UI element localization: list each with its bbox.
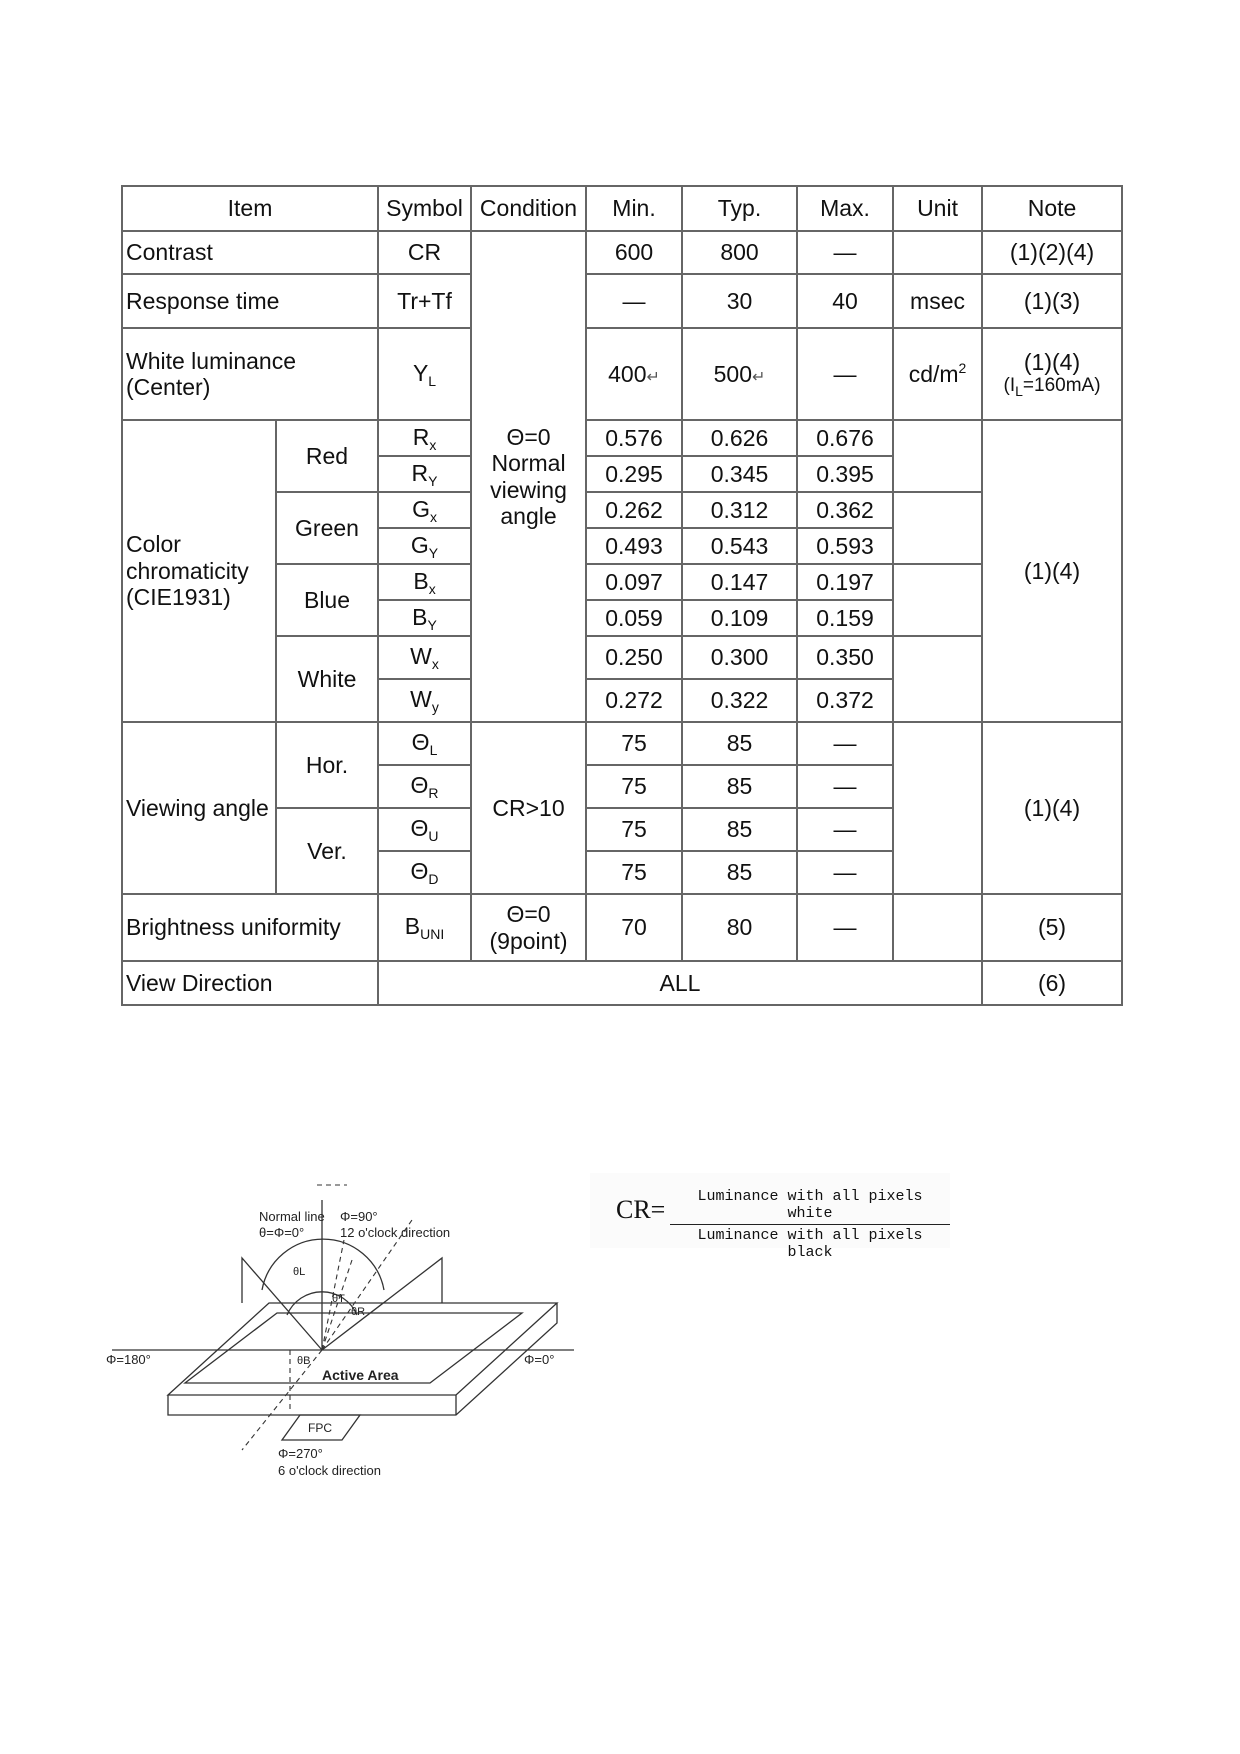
- phi90-label: Φ=90°: [340, 1209, 378, 1224]
- chroma-symbol: $R_x$: [378, 420, 471, 456]
- brightness-symbol: $B_{UNI}$: [378, 894, 471, 961]
- normal-line-label: Normal line: [259, 1209, 325, 1224]
- contrast-max: —: [797, 231, 893, 274]
- contrast-min: 600: [586, 231, 682, 274]
- theta-t-label: θT: [332, 1293, 345, 1305]
- luminance-unit: $cd/m^2$: [893, 328, 982, 420]
- viewing-max: —: [797, 722, 893, 765]
- viewing-symbol: $\Theta_U$: [378, 808, 471, 851]
- chroma-group-blue: Blue: [276, 564, 378, 636]
- chroma-typ: 0.312: [682, 492, 797, 528]
- chroma-group-red: Red: [276, 420, 378, 492]
- theta-b-label: θB: [297, 1355, 311, 1367]
- viewing-note: (1)(4): [982, 722, 1122, 894]
- chroma-max: 0.372: [797, 679, 893, 722]
- fpc-label: FPC: [308, 1421, 332, 1435]
- brightness-typ: 80: [682, 894, 797, 961]
- viewing-typ: 85: [682, 765, 797, 808]
- viewing-symbol: $\Theta_R$: [378, 765, 471, 808]
- viewing-group-hor: Hor.: [276, 722, 378, 808]
- brightness-item: Brightness uniformity: [122, 894, 378, 961]
- viewing-row: [122, 722, 1122, 765]
- response-typ: 30: [682, 274, 797, 328]
- header-condition: Condition: [471, 186, 586, 231]
- chroma-max: 0.676: [797, 420, 893, 456]
- viewing-max: —: [797, 765, 893, 808]
- theta-l-label: θL: [293, 1266, 306, 1278]
- viewing-group-ver: Ver.: [276, 808, 378, 894]
- viewing-typ: 85: [682, 722, 797, 765]
- chroma-typ: 0.322: [682, 679, 797, 722]
- phi270-label: Φ=270°: [278, 1446, 323, 1461]
- header-item: Item: [122, 186, 378, 231]
- phi0-label: Φ=0°: [524, 1352, 555, 1367]
- fraction-bar: [670, 1224, 950, 1225]
- direction-row: [122, 961, 1122, 1005]
- contrast-item: Contrast: [122, 231, 378, 274]
- chroma-symbol: $B_x$: [378, 564, 471, 600]
- viewing-typ: 85: [682, 851, 797, 894]
- header-note: Note: [982, 186, 1122, 231]
- luminance-row: [122, 328, 1122, 420]
- contrast-note: (1)(2)(4): [982, 231, 1122, 274]
- chroma-min: 0.576: [586, 420, 682, 456]
- chroma-symbol: $G_x$: [378, 492, 471, 528]
- viewing-min: 75: [586, 851, 682, 894]
- brightness-unit: [893, 894, 982, 961]
- contrast-row: [122, 231, 1122, 274]
- luminance-max: —: [797, 328, 893, 420]
- header-unit: Unit: [893, 186, 982, 231]
- viewing-max: —: [797, 808, 893, 851]
- chroma-min: 0.272: [586, 679, 682, 722]
- viewing-min: 75: [586, 765, 682, 808]
- formula-numerator: Luminance with all pixels white: [697, 1188, 923, 1222]
- chroma-typ: 0.543: [682, 528, 797, 564]
- response-row: [122, 274, 1122, 328]
- optical-spec-table: [121, 185, 1123, 1006]
- formula-lhs: CR=: [616, 1195, 666, 1224]
- response-item: Response time: [122, 274, 378, 328]
- viewing-min: 75: [586, 808, 682, 851]
- viewing-min: 75: [586, 722, 682, 765]
- chroma-unit: [893, 564, 982, 636]
- chroma-symbol: $B_Y$: [378, 600, 471, 636]
- header-max: Max.: [797, 186, 893, 231]
- chroma-max: 0.593: [797, 528, 893, 564]
- chroma-group-green: Green: [276, 492, 378, 564]
- chroma-max: 0.362: [797, 492, 893, 528]
- chroma-symbol: $W_y$: [378, 679, 471, 722]
- dir6-label: 6 o'clock direction: [278, 1463, 381, 1478]
- response-note: (1)(3): [982, 274, 1122, 328]
- chroma-max: 0.159: [797, 600, 893, 636]
- chroma-min: 0.262: [586, 492, 682, 528]
- chroma-group-white: White: [276, 636, 378, 722]
- viewing-symbol: $\Theta_L$: [378, 722, 471, 765]
- chroma-typ: 0.300: [682, 636, 797, 679]
- active-area-label: Active Area: [322, 1367, 399, 1383]
- condition-normal-viewing: Θ=0 Normal viewing angle: [471, 231, 586, 722]
- formula-denominator: Luminance with all pixels black: [697, 1227, 923, 1261]
- direction-item: View Direction: [122, 961, 378, 1005]
- phi180-label: Φ=180°: [106, 1352, 151, 1367]
- chroma-unit: [893, 492, 982, 564]
- luminance-typ: 500↵: [682, 328, 797, 420]
- chroma-unit: [893, 420, 982, 492]
- contrast-ratio-formula: [590, 1173, 950, 1261]
- contrast-typ: 800: [682, 231, 797, 274]
- brightness-note: (5): [982, 894, 1122, 961]
- viewing-symbol: $\Theta_D$: [378, 851, 471, 894]
- luminance-note: (1)(4) $(I_L=160mA)$: [982, 328, 1122, 420]
- formula-fraction: [670, 1188, 950, 1261]
- dir12-label: 12 o'clock direction: [340, 1225, 451, 1240]
- luminance-min: 400↵: [586, 328, 682, 420]
- chroma-min: 0.097: [586, 564, 682, 600]
- chroma-typ: 0.626: [682, 420, 797, 456]
- luminance-item: White luminance (Center): [122, 328, 378, 420]
- brightness-max: —: [797, 894, 893, 961]
- chroma-max: 0.197: [797, 564, 893, 600]
- header-symbol: Symbol: [378, 186, 471, 231]
- panel-thickness: [168, 1303, 557, 1415]
- theta-phi-label: θ=Φ=0°: [259, 1225, 305, 1240]
- chroma-symbol: $R_Y$: [378, 456, 471, 492]
- luminance-symbol: $Y_L$: [378, 328, 471, 420]
- chroma-min: 0.059: [586, 600, 682, 636]
- contrast-unit: [893, 231, 982, 274]
- brightness-condition: Θ=0 (9point): [471, 894, 586, 961]
- chroma-item: Color chromaticity (CIE1931): [122, 420, 276, 722]
- chroma-max: 0.350: [797, 636, 893, 679]
- chroma-min: 0.250: [586, 636, 682, 679]
- contrast-symbol: CR: [378, 231, 471, 274]
- viewing-angle-diagram: [106, 1150, 582, 1480]
- response-min: —: [586, 274, 682, 328]
- viewing-condition: CR>10: [471, 722, 586, 894]
- header-min: Min.: [586, 186, 682, 231]
- response-unit: msec: [893, 274, 982, 328]
- viewing-unit: [893, 722, 982, 894]
- brightness-min: 70: [586, 894, 682, 961]
- header-typ: Typ.: [682, 186, 797, 231]
- chroma-unit: [893, 636, 982, 722]
- chroma-symbol: $W_x$: [378, 636, 471, 679]
- response-symbol: Tr+Tf: [378, 274, 471, 328]
- viewing-item: Viewing angle: [122, 722, 276, 894]
- chroma-typ: 0.147: [682, 564, 797, 600]
- chroma-max: 0.395: [797, 456, 893, 492]
- response-max: 40: [797, 274, 893, 328]
- direction-value: ALL: [378, 961, 982, 1005]
- viewing-typ: 85: [682, 808, 797, 851]
- viewing-max: —: [797, 851, 893, 894]
- chroma-typ: 0.345: [682, 456, 797, 492]
- chroma-min: 0.295: [586, 456, 682, 492]
- header-row: [122, 186, 1122, 231]
- theta-arc: [262, 1239, 384, 1290]
- theta-r-label: θR: [351, 1306, 366, 1318]
- chroma-typ: 0.109: [682, 600, 797, 636]
- chroma-symbol: $G_Y$: [378, 528, 471, 564]
- chroma-note: (1)(4): [982, 420, 1122, 722]
- chroma-row: [122, 420, 1122, 456]
- chroma-min: 0.493: [586, 528, 682, 564]
- direction-note: (6): [982, 961, 1122, 1005]
- brightness-row: [122, 894, 1122, 961]
